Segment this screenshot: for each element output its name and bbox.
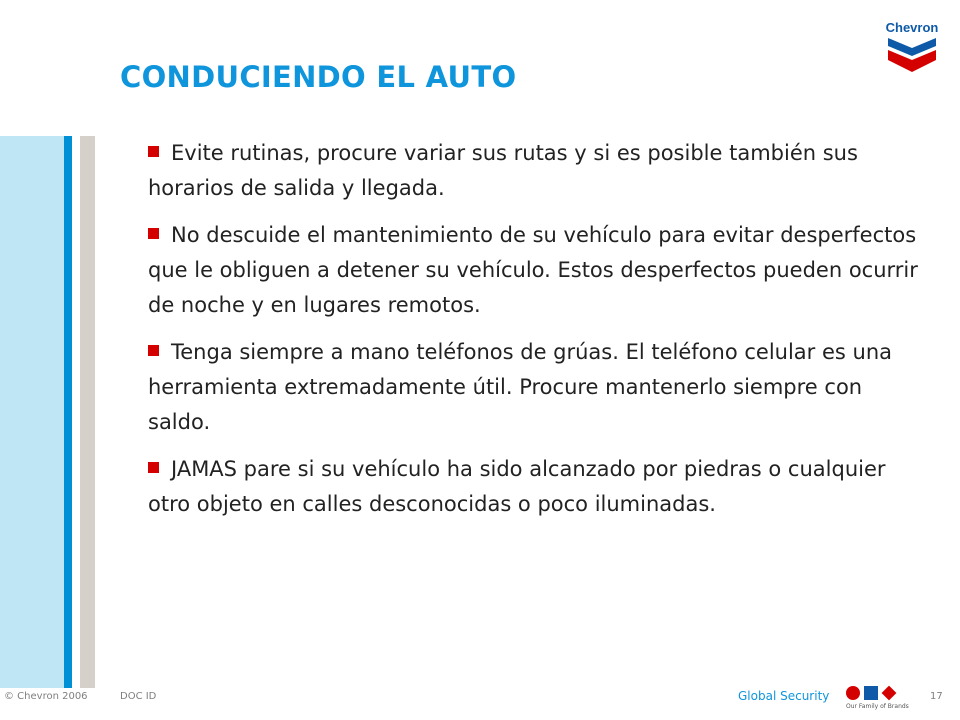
bullet-square-icon <box>148 462 159 473</box>
logo-text: Chevron <box>885 20 939 35</box>
bullet-square-icon <box>148 146 159 157</box>
decorative-stripe-gray <box>80 136 95 688</box>
texaco-logo-icon <box>846 686 860 700</box>
brand-family-logos <box>846 686 909 718</box>
footer-copyright: © Chevron 2006 <box>4 691 88 702</box>
footer-doc-id: DOC ID <box>120 691 157 702</box>
page-number: 17 <box>930 691 943 702</box>
footer-section-label: Global Security <box>738 689 830 703</box>
bullet-item <box>148 335 918 440</box>
bullet-list <box>148 136 918 534</box>
decorative-stripe-blue <box>64 136 72 688</box>
bullet-item <box>148 218 918 323</box>
chevron-small-logo-icon <box>864 686 878 700</box>
bullet-text: Tenga siempre a mano teléfonos de grúas. El teléfono celular es una herramienta extremadamente útil. Procure mantenerlo siempre con saldo. <box>148 340 893 434</box>
bullet-item <box>148 136 918 206</box>
caltex-logo-icon <box>882 686 897 701</box>
chevron-logo-icon <box>880 14 944 78</box>
bullet-text: JAMAS pare si su vehículo ha sido alcanzado por piedras o cualquier otro objeto en calles desconocidas o poco iluminadas. <box>148 457 886 516</box>
bullet-text: No descuide el mantenimiento de su vehículo para evitar desperfectos que le obliguen a detener su vehículo. Estos desperfectos pueden ocurrir de noche y en lugares remotos. <box>148 223 918 317</box>
decorative-stripe-light <box>0 136 64 688</box>
brands-caption: Our Family of Brands <box>846 703 909 710</box>
bullet-square-icon <box>148 345 159 356</box>
slide-title: CONDUCIENDO EL AUTO <box>120 60 517 94</box>
bullet-text: Evite rutinas, procure variar sus rutas y si es posible también sus horarios de salida y llegada. <box>148 141 858 200</box>
bullet-square-icon <box>148 228 159 239</box>
bullet-item <box>148 452 918 522</box>
